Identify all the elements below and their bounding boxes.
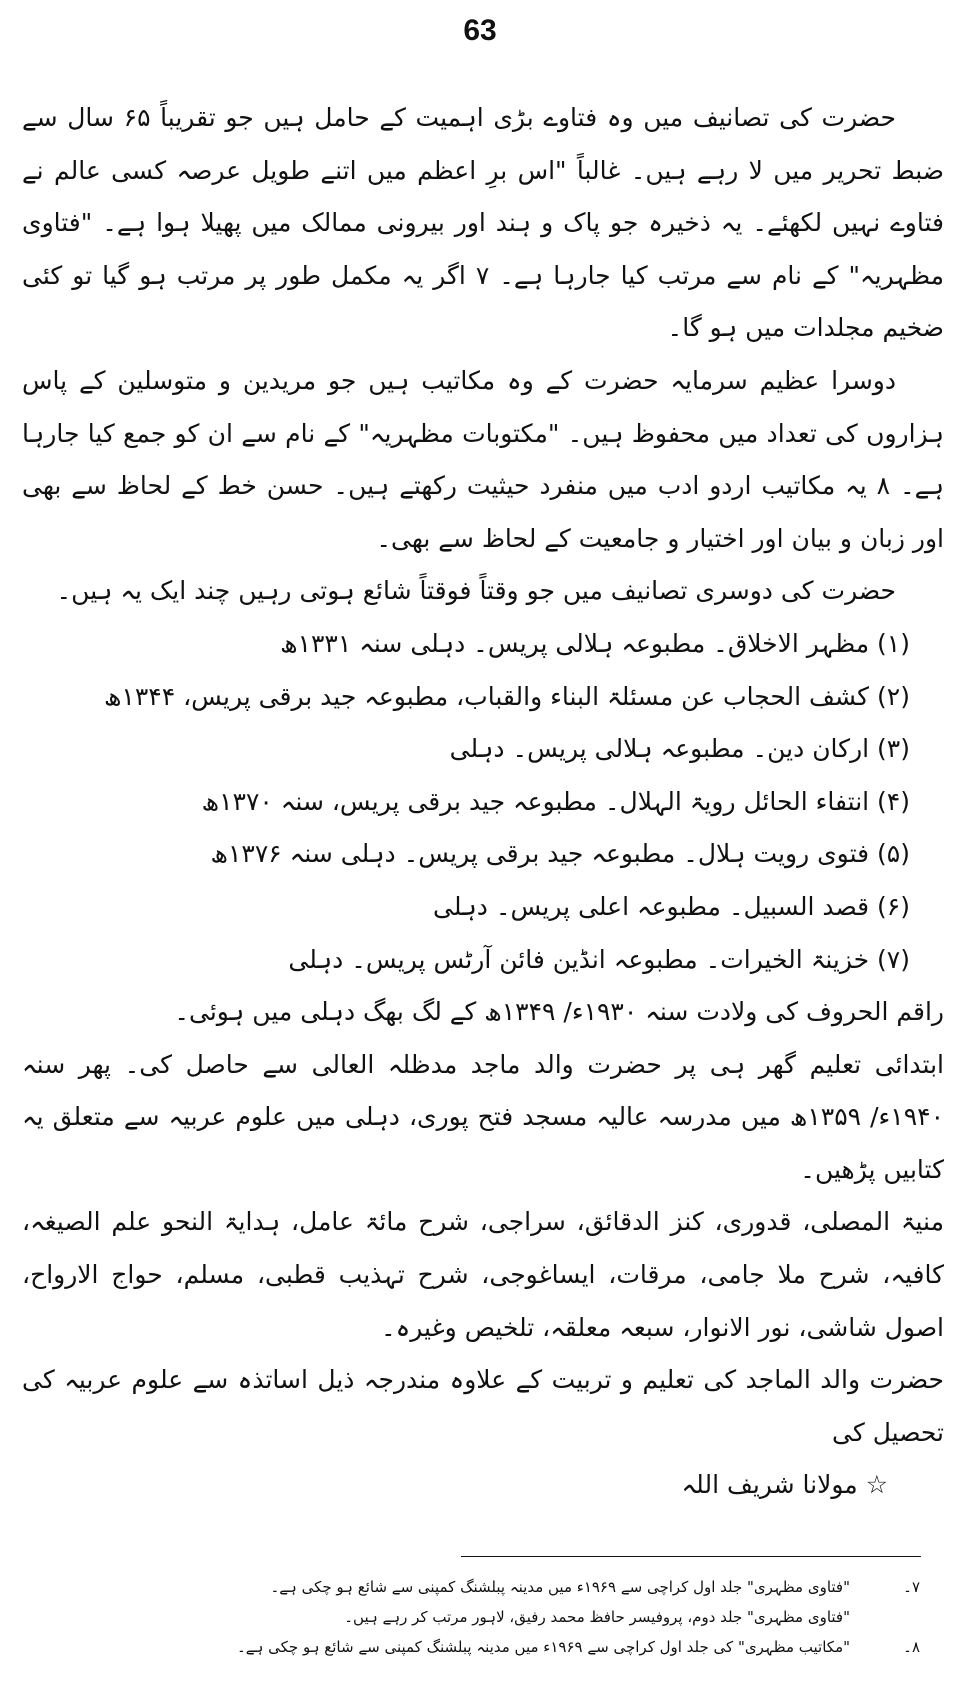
paragraph-other-works: حضرت کی دوسری تصانیف میں جو وقتاً فوقتاً شائع ہوتی رہیں چند ایک یہ ہیں۔ — [56, 576, 896, 606]
footnote-8 — [80, 1632, 920, 1662]
works-list-item: (۵) فتوی رویت ہلال۔ مطبوعہ جید برقی پریس۔ دہلی سنہ ۱۳۷۶ھ — [210, 839, 910, 869]
works-list-item: (۶) قصد السبیل۔ مطبوعہ اعلی پریس۔ دہلی — [433, 891, 910, 921]
works-list-item: (۷) خزینۃ الخیرات۔ مطبوعہ انڈین فائن آرٹس پریس۔ دہلی — [288, 944, 910, 974]
footnote-7-continuation: "فتاوی مظہری" جلد دوم، پروفیسر حافظ محمد رفیق، لاہور مرتب کر رہے ہیں۔ — [344, 1608, 850, 1626]
paragraph-education: ابتدائی تعلیم گھر ہی پر حضرت والد ماجد مدظلہ العالی سے حاصل کی۔ پھر سنہ ۱۹۴۰ء/ ۱۳۵۹ھ میں مدرسہ عالیہ مسجد فتح پوری، دہلی میں علوم عربیہ سے متعلق یہ کتابیں پڑھیں۔ — [22, 1049, 945, 1184]
page-number: 63 — [463, 14, 497, 47]
paragraph-letters: دوسرا عظیم سرمایہ حضرت کے وہ مکاتیب ہیں جو مریدین و متوسلین کے پاس ہزاروں کی تعداد میں محفوظ ہیں۔ "مکتوبات مظہریہ" کے نام سے ان کو جمع کیا جارہا ہے۔ ۸ یہ مکاتیب اردو ادب میں منفرد حیثیت رکھتے ہیں۔ حسن خط کے لحاظ سے بھی اور زبان و بیان اور اختیار و جامعیت کے لحاظ سے بھی۔ — [22, 365, 944, 553]
teacher-entry: ☆ مولانا شریف اللہ — [681, 1470, 888, 1500]
works-list-item: (۲) کشف الحجاب عن مسئلۃ البناء والقباب، مطبوعہ جید برقی پریس، ۱۳۴۴ھ — [103, 681, 910, 711]
footnote-text: "مکاتیب مظہری" کی جلد اول کراچی سے ۱۹۶۹ء میں مدینہ پبلشنگ کمپنی سے شائع ہو چکی ہے۔ — [237, 1638, 850, 1656]
footnote-divider — [461, 1556, 921, 1557]
footnote-text: "فتاوی مظہری" جلد اول کراچی سے ۱۹۶۹ء میں مدینہ پبلشنگ کمپنی سے شائع ہو چکی ہے۔ — [270, 1578, 850, 1596]
footnotes — [80, 1572, 920, 1662]
footnote-mark: ۸۔ — [903, 1638, 920, 1656]
works-list-item: (۱) مظہر الاخلاق۔ مطبوعہ ہلالی پریس۔ دہلی سنہ ۱۳۳۱ھ — [280, 628, 910, 658]
footnote-mark: ۷۔ — [903, 1578, 920, 1596]
paragraph-birth: راقم الحروف کی ولادت سنہ ۱۹۳۰ء/ ۱۳۴۹ھ کے لگ بھگ دہلی میں ہوئی۔ — [174, 997, 944, 1027]
works-list-item: (۴) انتفاء الحائل رویۃ الہلال۔ مطبوعہ جید برقی پریس، سنہ ۱۳۷۰ھ — [201, 786, 910, 816]
paragraph-books: منیۃ المصلی، قدوری، کنز الدقائق، سراجی، شرح مائۃ عامل، ہدایۃ النحو علم الصیغہ، کافیہ، شرح ملا جامی، مرقات، ایساغوجی، شرح تہذیب قطبی، مسلم، حواج الارواح، اصول شاشی، نور الانوار، سبعہ معلقہ، تلخیص وغیرہ۔ — [22, 1207, 944, 1342]
works-list-item: (۳) ارکان دین۔ مطبوعہ ہلالی پریس۔ دہلی — [449, 734, 910, 764]
paragraph-fatawa: حضرت کی تصانیف میں وہ فتاوے بڑی اہمیت کے حامل ہیں جو تقریباً ۶۵ سال سے ضبط تحریر میں لا رہے ہیں۔ غالباً "اس برِ اعظم میں اتنے طویل عرصہ کسی عالم نے فتاوے نہیں لکھئے۔ یہ ذخیرہ جو پاک و ہند اور بیرونی ممالک میں پھیلا ہوا ہے۔ "فتاوی مظہریہ" کے نام سے مرتب کیا جارہا ہے۔ ۷ اگر یہ مکمل طور پر مرتب ہو گیا تو کئی ضخیم مجلدات میں ہو گا۔ — [22, 103, 944, 343]
body-text — [22, 92, 944, 1512]
works-list — [22, 618, 944, 986]
paragraph-teachers: حضرت والد الماجد کی تعلیم و تربیت کے علاوہ مندرجہ ذیل اساتذہ سے علوم عربیہ کی تحصیل کی — [22, 1365, 944, 1447]
footnote-7 — [80, 1572, 920, 1602]
